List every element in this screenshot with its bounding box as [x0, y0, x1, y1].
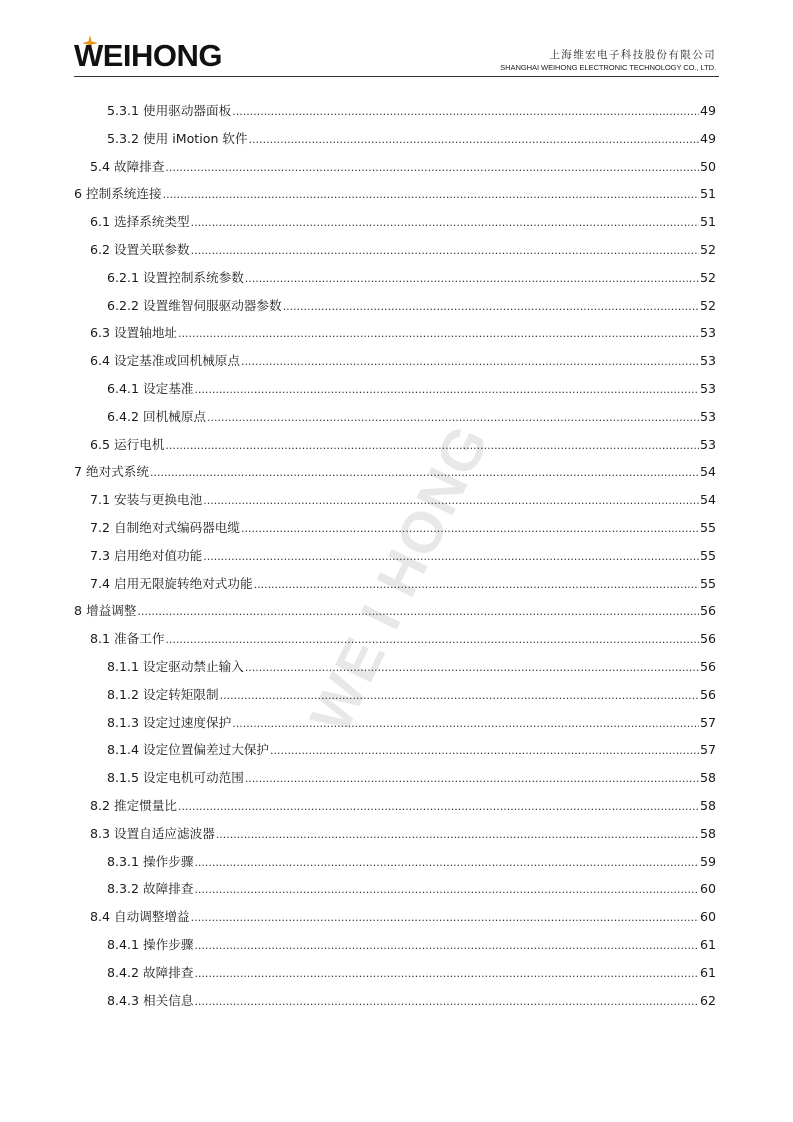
toc-entry[interactable] — [74, 875, 716, 903]
toc-page-number: 57 — [699, 742, 716, 758]
toc-page-number: 53 — [699, 353, 716, 369]
toc-dot-leader — [241, 515, 699, 543]
toc-entry-label: 6.4.1 设定基准 — [107, 380, 194, 396]
toc-dot-leader — [249, 126, 699, 154]
toc-page-number: 55 — [699, 575, 716, 591]
header-divider — [74, 76, 719, 77]
toc-entry-label: 8.1 准备工作 — [90, 631, 165, 647]
toc-page-number: 49 — [699, 130, 716, 146]
table-of-contents — [74, 97, 716, 1014]
toc-entry-label: 7 绝对式系统 — [74, 464, 149, 480]
toc-dot-leader — [245, 765, 699, 793]
company-name-en: SHANGHAI WEIHONG ELECTRONIC TECHNOLOGY CO., LTD. — [500, 63, 716, 72]
toc-dot-leader — [216, 821, 699, 849]
toc-entry-label: 8.3.2 故障排查 — [107, 881, 194, 897]
toc-entry-label: 8.2 推定惯量比 — [90, 797, 178, 813]
toc-entry-label: 6.4 设定基准或回机械原点 — [90, 353, 240, 369]
toc-entry-label: 7.1 安装与更换电池 — [90, 492, 203, 508]
toc-dot-leader — [191, 209, 699, 237]
toc-entry-label: 5.3.1 使用驱动器面板 — [107, 103, 232, 118]
toc-page-number: 55 — [699, 519, 716, 535]
toc-dot-leader — [232, 710, 699, 738]
toc-page-number: 56 — [699, 631, 716, 647]
toc-entry[interactable] — [74, 292, 716, 320]
toc-entry[interactable] — [74, 125, 716, 153]
toc-entry[interactable] — [74, 403, 716, 431]
toc-page-number: 54 — [699, 492, 716, 508]
toc-dot-leader — [270, 737, 699, 765]
toc-page-number: 49 — [699, 103, 716, 118]
toc-page-number: 52 — [699, 269, 716, 285]
company-logo: WEIHONG — [74, 38, 223, 73]
toc-entry[interactable] — [74, 597, 716, 625]
toc-entry-label: 6.3 设置轴地址 — [90, 325, 178, 341]
toc-dot-leader — [283, 293, 699, 321]
toc-entry[interactable] — [74, 264, 716, 292]
toc-page-number: 50 — [699, 158, 716, 174]
toc-entry-label: 6.1 选择系统类型 — [90, 214, 190, 230]
toc-entry[interactable] — [74, 820, 716, 848]
toc-entry[interactable] — [74, 709, 716, 737]
toc-entry[interactable] — [74, 625, 716, 653]
toc-dot-leader — [241, 348, 699, 376]
toc-dot-leader — [245, 265, 699, 293]
toc-page-number: 57 — [699, 714, 716, 730]
toc-dot-leader — [203, 543, 699, 571]
toc-page-number: 56 — [699, 658, 716, 674]
toc-entry[interactable] — [74, 542, 716, 570]
toc-entry-label: 8.4 自动调整增益 — [90, 909, 190, 925]
toc-dot-leader — [203, 487, 699, 515]
toc-page-number: 55 — [699, 547, 716, 563]
toc-entry-label: 8.4.1 操作步骤 — [107, 936, 194, 952]
toc-entry[interactable] — [74, 319, 716, 347]
toc-entry[interactable] — [74, 486, 716, 514]
toc-entry[interactable] — [74, 347, 716, 375]
toc-dot-leader — [191, 904, 699, 932]
toc-entry-label: 8.1.3 设定过速度保护 — [107, 714, 232, 730]
toc-entry[interactable] — [74, 903, 716, 931]
toc-entry-label: 7.2 自制绝对式编码器电缆 — [90, 519, 240, 535]
toc-entry[interactable] — [74, 97, 716, 125]
toc-dot-leader — [194, 849, 699, 877]
toc-entry[interactable] — [74, 792, 716, 820]
toc-entry-label: 8.1.5 设定电机可动范围 — [107, 770, 244, 786]
toc-dot-leader — [232, 98, 699, 126]
toc-entry[interactable] — [74, 570, 716, 598]
toc-page-number: 53 — [699, 325, 716, 341]
toc-entry[interactable] — [74, 180, 716, 208]
toc-entry-label: 7.3 启用绝对值功能 — [90, 547, 203, 563]
toc-entry-label: 7.4 启用无限旋转绝对式功能 — [90, 575, 253, 591]
toc-entry[interactable] — [74, 375, 716, 403]
toc-dot-leader — [165, 154, 699, 182]
toc-dot-leader — [194, 960, 699, 988]
toc-dot-leader — [194, 932, 699, 960]
toc-dot-leader — [137, 598, 699, 626]
toc-page-number: 62 — [699, 992, 716, 1008]
toc-page-number: 58 — [699, 770, 716, 786]
toc-dot-leader — [220, 682, 699, 710]
toc-entry-label: 8.4.2 故障排查 — [107, 964, 194, 980]
toc-entry[interactable] — [74, 514, 716, 542]
toc-page-number: 54 — [699, 464, 716, 480]
toc-dot-leader — [165, 432, 699, 460]
toc-entry-label: 6.4.2 回机械原点 — [107, 408, 207, 424]
toc-entry-label: 8 增益调整 — [74, 603, 137, 619]
toc-entry[interactable] — [74, 736, 716, 764]
toc-entry[interactable] — [74, 764, 716, 792]
toc-page-number: 61 — [699, 964, 716, 980]
toc-dot-leader — [163, 181, 699, 209]
toc-entry[interactable] — [74, 987, 716, 1015]
company-name-block — [500, 48, 716, 74]
toc-entry-label: 8.4.3 相关信息 — [107, 992, 194, 1008]
toc-entry-label: 6.5 运行电机 — [90, 436, 165, 452]
toc-entry[interactable] — [74, 931, 716, 959]
toc-page-number: 61 — [699, 936, 716, 952]
toc-page-number: 52 — [699, 297, 716, 313]
toc-entry[interactable] — [74, 681, 716, 709]
toc-dot-leader — [178, 320, 699, 348]
page-header — [0, 0, 793, 80]
toc-page-number: 53 — [699, 380, 716, 396]
toc-dot-leader — [207, 404, 699, 432]
toc-dot-leader — [194, 988, 699, 1016]
toc-page-number: 53 — [699, 436, 716, 452]
toc-entry[interactable] — [74, 653, 716, 681]
toc-entry[interactable] — [74, 153, 716, 181]
toc-dot-leader — [194, 876, 699, 904]
toc-entry-label: 8.3.1 操作步骤 — [107, 853, 194, 869]
toc-entry[interactable] — [74, 431, 716, 459]
toc-entry[interactable] — [74, 236, 716, 264]
toc-page-number: 52 — [699, 241, 716, 257]
toc-entry[interactable] — [74, 208, 716, 236]
toc-page-number: 51 — [699, 186, 716, 202]
toc-page-number: 56 — [699, 686, 716, 702]
toc-entry[interactable] — [74, 848, 716, 876]
toc-page-number: 58 — [699, 825, 716, 841]
toc-entry-label: 5.4 故障排查 — [90, 158, 165, 174]
toc-page-number: 60 — [699, 909, 716, 925]
toc-page-number: 56 — [699, 603, 716, 619]
toc-page-number: 53 — [699, 408, 716, 424]
toc-dot-leader — [245, 654, 699, 682]
toc-page-number: 59 — [699, 853, 716, 869]
toc-entry-label: 8.1.1 设定驱动禁止输入 — [107, 658, 244, 674]
toc-dot-leader — [150, 459, 699, 487]
toc-entry-label: 8.1.4 设定位置偏差过大保护 — [107, 742, 269, 758]
toc-dot-leader — [194, 376, 699, 404]
toc-entry-label: 8.1.2 设定转矩限制 — [107, 686, 219, 702]
toc-page-number: 51 — [699, 214, 716, 230]
toc-dot-leader — [165, 626, 699, 654]
toc-entry[interactable] — [74, 458, 716, 486]
toc-entry[interactable] — [74, 959, 716, 987]
watermark: WE I HONG — [297, 414, 503, 743]
toc-entry-label: 6.2 设置关联参数 — [90, 241, 190, 257]
toc-dot-leader — [254, 571, 699, 599]
toc-entry-label: 6.2.1 设置控制系统参数 — [107, 269, 244, 285]
company-name-cn: 上海维宏电子科技股份有限公司 — [549, 49, 716, 61]
toc-entry-label: 6 控制系统连接 — [74, 186, 162, 202]
toc-page-number: 60 — [699, 881, 716, 897]
toc-page-number: 58 — [699, 797, 716, 813]
toc-dot-leader — [178, 793, 699, 821]
toc-entry-label: 8.3 设置自适应滤波器 — [90, 825, 215, 841]
toc-entry-label: 6.2.2 设置维智伺服驱动器参数 — [107, 297, 282, 313]
toc-dot-leader — [191, 237, 699, 265]
toc-entry-label: 5.3.2 使用 iMotion 软件 — [107, 130, 248, 146]
